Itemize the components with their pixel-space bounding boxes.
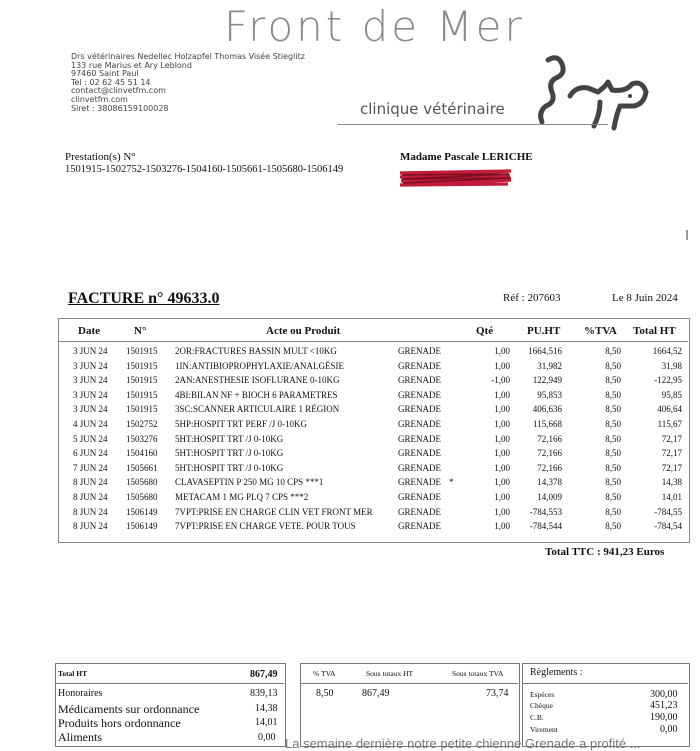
invoice-title: FACTURE n° 49633.0 [68, 290, 220, 307]
row-pu: 31,982 [537, 360, 562, 371]
row-date: 8 JUN 24 [73, 477, 108, 488]
row-number: 1501915 [126, 389, 158, 400]
reglements-title: Règlements : [530, 667, 583, 678]
row-qte: 1,00 [494, 448, 510, 459]
summary-line-value: 0,00 [258, 732, 276, 743]
address-line: Siret : 38086159100028 [71, 103, 169, 113]
row-qte: 1,00 [494, 404, 510, 415]
sous-totaux-ht-header: Sous totaux HT [366, 669, 414, 678]
row-acte: 4BI:BILAN NF + BIOCH 6 PARAMETRES [175, 389, 338, 400]
row-tva: 8,50 [605, 346, 621, 356]
row-date: 3 JUN 24 [73, 360, 108, 371]
row-acte: 5HT:HOSPIT TRT /J 0-10KG [175, 433, 284, 444]
row-pu: 1664,516 [528, 346, 562, 356]
row-pu: 122,949 [532, 375, 562, 386]
row-star-mark: * [449, 477, 454, 488]
row-date: 6 JUN 24 [73, 448, 108, 459]
row-date: 3 JUN 24 [73, 346, 108, 356]
total-ttc: Total TTC : 941,23 Euros [545, 546, 665, 558]
invoice-ref: Réf : 207603 [503, 292, 561, 304]
payment-label: Chèque [530, 701, 553, 710]
row-tva: 8,50 [605, 521, 621, 532]
row-total: 72,17 [661, 448, 682, 459]
cat-dog-logo-icon [530, 52, 670, 132]
row-total: 31,98 [661, 360, 682, 371]
row-date: 8 JUN 24 [73, 506, 108, 517]
row-pu: 72,166 [537, 462, 562, 473]
footer-overlay-text: La semaine dernière notre petite chienne Grenade a profité ... [285, 736, 641, 751]
row-site: GRENADE [398, 389, 441, 400]
table-row [0, 434, 700, 449]
tva-header: % TVA [313, 669, 336, 678]
row-pu: -784,553 [529, 506, 562, 517]
address-line: 97460 Saint Paul [71, 69, 139, 79]
sous-totaux-ht-value: 867,49 [362, 688, 390, 699]
row-site: GRENADE [398, 360, 441, 371]
row-qte: 1,00 [494, 433, 510, 444]
row-total: 14,01 [661, 492, 682, 502]
row-pu: -784,544 [529, 521, 562, 532]
row-acte: 5HT:HOSPIT TRT /J 0-10KG [175, 462, 284, 473]
invoice-date: Le 8 Juin 2024 [612, 292, 678, 304]
row-total: -784,54 [654, 521, 682, 532]
row-acte: 5HT:HOSPIT TRT /J 0-10KG [175, 448, 284, 459]
table-row [0, 375, 700, 390]
summary-line-value: 14,01 [255, 717, 278, 728]
row-pu: 95,853 [537, 389, 562, 400]
row-acte: 1IN:ANTIBIOPROPHYLAXIE/ANALGÉSIE [175, 360, 344, 371]
row-pu: 115,668 [533, 419, 562, 429]
row-acte: 2OR:FRACTURES BASSIN MULT <10KG [175, 346, 337, 356]
col-header-date: Date [78, 325, 100, 337]
row-total: 72,17 [661, 433, 682, 444]
row-total: 406,64 [657, 404, 682, 415]
col-header-acte: Acte ou Produit [266, 325, 341, 337]
row-acte: 2AN:ANESTHESIE ISOFLURANE 0-10KG [175, 375, 340, 386]
tva-rate: 8,50 [316, 688, 334, 699]
summary-line-value: 839,13 [250, 688, 278, 699]
clinic-logo-title: Front de Mer [224, 2, 525, 51]
row-tva: 8,50 [605, 462, 621, 473]
table-row [0, 463, 700, 478]
payment-value: 300,00 [650, 689, 678, 700]
row-total: 95,85 [661, 389, 682, 400]
payment-value: 451,23 [650, 700, 678, 711]
total-ht-label: Total HT [58, 669, 88, 678]
row-acte: CLAVASEPTIN P 250 MG 10 CPS ***1 [175, 477, 324, 488]
payment-label: Espèces [530, 690, 555, 699]
clinic-label: clinique vétérinaire [360, 100, 505, 118]
row-number: 1506149 [126, 521, 158, 532]
address-line: 133 rue Marius et Ary Leblond [71, 60, 192, 70]
prestation-numbers: 1501915-1502752-1503276-1504160-1505661-1505680-1506149 [65, 164, 344, 175]
row-number: 1501915 [126, 360, 158, 371]
row-total: 115,67 [657, 419, 682, 429]
row-date: 4 JUN 24 [73, 419, 108, 429]
row-qte: 1,00 [494, 477, 510, 488]
address-line: Tel : 02 62 45 51 14 [71, 77, 151, 87]
table-row [0, 419, 700, 434]
row-number: 1501915 [126, 404, 158, 415]
clinic-address [71, 53, 305, 113]
table-row [0, 492, 700, 507]
row-acte: 7VPT:PRISE EN CHARGE CLIN VET FRONT MER [175, 506, 373, 517]
row-pu: 72,166 [537, 433, 562, 444]
row-total: 1664,52 [652, 346, 682, 356]
row-number: 1504160 [126, 448, 158, 459]
row-date: 8 JUN 24 [73, 492, 108, 502]
row-pu: 72,166 [537, 448, 562, 459]
row-qte: 1,00 [494, 506, 510, 517]
row-tva: 8,50 [605, 404, 621, 415]
row-number: 1505661 [126, 462, 158, 473]
row-qte: 1,00 [494, 389, 510, 400]
row-pu: 14,378 [537, 477, 562, 488]
row-total: -784,55 [654, 506, 682, 517]
address-line: contact@clinvetfm.com [71, 86, 166, 96]
row-site: GRENADE [398, 404, 441, 415]
row-number: 1506149 [126, 506, 158, 517]
row-date: 5 JUN 24 [73, 433, 108, 444]
col-header-qte: Qté [476, 325, 494, 337]
row-number: 1505680 [126, 477, 158, 488]
row-qte: 1,00 [494, 360, 510, 371]
address-line: clinvetfm.com [71, 94, 128, 104]
payment-value: 0,00 [660, 724, 678, 735]
row-pu: 14,009 [537, 492, 562, 502]
prestation-label: Prestation(s) N° [65, 151, 136, 163]
table-row [0, 477, 700, 492]
row-date: 3 JUN 24 [73, 375, 108, 386]
address-line: Drs vétérinaires Nedellec Holzapfel Thomas Visée Stieglitz [71, 52, 305, 61]
summary-line-label: Médicaments sur ordonnance [58, 702, 200, 716]
row-qte: 1,00 [494, 419, 510, 429]
summary-divider [55, 683, 284, 684]
col-header-tva: %TVA [584, 325, 617, 337]
table-row [0, 346, 700, 361]
table-row [0, 390, 700, 405]
payment-label: Virement [530, 725, 558, 734]
row-qte: 1,00 [494, 462, 510, 473]
row-acte: METACAM 1 MG PLQ 7 CPS ***2 [175, 492, 309, 502]
row-pu: 406,636 [532, 404, 562, 415]
tva-divider [300, 683, 518, 684]
table-row [0, 361, 700, 376]
sous-totaux-tva-header: Sous totaux TVA [452, 669, 504, 678]
scan-edge-mark [686, 230, 688, 240]
row-acte: 7VPT:PRISE EN CHARGE VETE. POUR TOUS [175, 521, 356, 532]
row-qte: 1,00 [494, 492, 510, 502]
row-tva: 8,50 [605, 492, 621, 502]
row-number: 1501915 [126, 346, 158, 356]
row-total: 72,17 [661, 462, 682, 473]
sous-totaux-tva-value: 73,74 [486, 688, 509, 699]
row-date: 8 JUN 24 [73, 521, 108, 532]
row-site: GRENADE [398, 346, 441, 356]
col-header-total: Total HT [633, 325, 676, 337]
payment-value: 190,00 [650, 712, 678, 723]
client-name: Madame Pascale LERICHE [400, 151, 533, 163]
row-number: 1502752 [126, 419, 158, 429]
table-row [0, 507, 700, 522]
clinic-underline [338, 124, 608, 125]
row-tva: 8,50 [605, 506, 621, 517]
summary-line-label: Honoraires [58, 688, 103, 699]
row-site: GRENADE [398, 419, 441, 429]
col-header-num: N° [134, 325, 147, 337]
row-site: GRENADE [398, 492, 441, 502]
redacted-address-scribble [398, 167, 513, 187]
row-total: 14,38 [661, 477, 682, 488]
row-site: GRENADE [398, 375, 441, 386]
table-row [0, 404, 700, 419]
payment-label: C.B. [530, 713, 544, 722]
row-number: 1503276 [126, 433, 158, 444]
summary-line-value: 14,38 [255, 703, 278, 714]
table-row [0, 521, 700, 536]
header-divider [59, 341, 688, 342]
table-row [0, 448, 700, 463]
total-ht-value: 867,49 [250, 669, 278, 680]
row-site: GRENADE [398, 462, 441, 473]
row-site: GRENADE [398, 448, 441, 459]
col-header-pu: PU.HT [527, 325, 561, 337]
row-qte: 1,00 [494, 521, 510, 532]
reglements-divider [522, 683, 688, 684]
row-qte: -1,00 [491, 375, 510, 386]
row-site: GRENADE [398, 477, 441, 488]
row-date: 3 JUN 24 [73, 389, 108, 400]
row-tva: 8,50 [605, 433, 621, 444]
row-acte: 5HP:HOSPIT TRT PERF /J 0-10KG [175, 419, 307, 429]
row-total: -122,95 [654, 375, 682, 386]
row-qte: 1,00 [494, 346, 510, 356]
row-site: GRENADE [398, 433, 441, 444]
row-number: 1505680 [126, 492, 158, 502]
row-site: GRENADE [398, 521, 441, 532]
row-number: 1501915 [126, 375, 158, 386]
row-date: 7 JUN 24 [73, 462, 108, 473]
summary-line-label: Aliments [58, 730, 102, 744]
row-tva: 8,50 [605, 477, 621, 488]
row-site: GRENADE [398, 506, 441, 517]
row-tva: 8,50 [605, 419, 621, 429]
row-tva: 8,50 [605, 375, 621, 386]
row-tva: 8,50 [605, 360, 621, 371]
row-tva: 8,50 [605, 389, 621, 400]
row-date: 3 JUN 24 [73, 404, 108, 415]
row-tva: 8,50 [605, 448, 621, 459]
summary-line-label: Produits hors ordonnance [58, 716, 181, 730]
row-acte: 3SC:SCANNER ARTICULAIRE 1 RÉGION [175, 404, 340, 415]
